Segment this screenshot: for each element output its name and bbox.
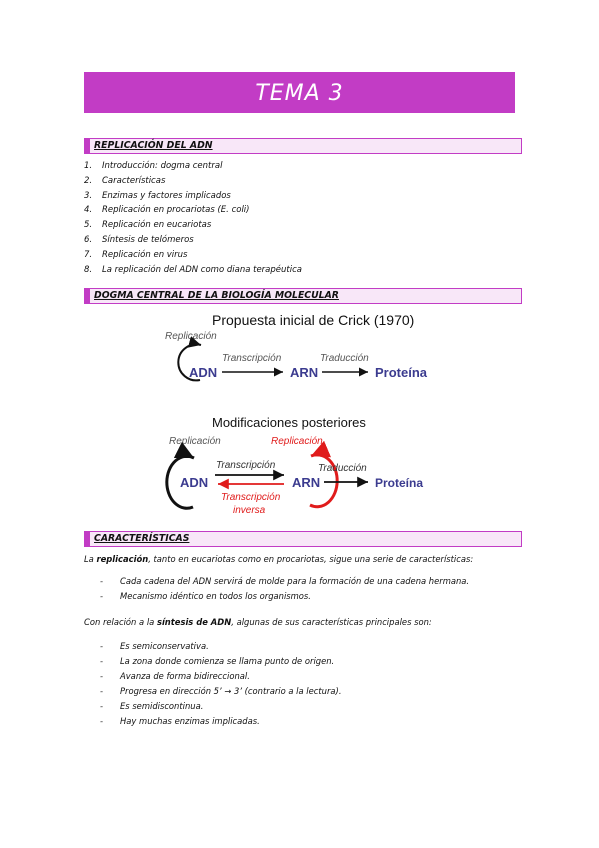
list-item: - Progresa en dirección 5’ → 3’ (contrario a la lectura). [100, 686, 342, 696]
list-item: - La zona donde comienza se llama punto de origen. [100, 656, 335, 666]
diagram-bottom-adn: ADN [180, 475, 209, 490]
section-heading-label: DOGMA CENTRAL DE LA BIOLOGÍA MOLECULAR [94, 290, 339, 301]
diagram-bottom-protein: Proteína [375, 476, 424, 490]
diagram-top-protein: Proteína [375, 365, 428, 380]
paragraph-synthesis: Con relación a la síntesis de ADN, algunas de sus características principales son: [84, 617, 432, 627]
rna-replication-label: Replicación [271, 436, 323, 447]
diagram-top-transcription-label: Transcripción [222, 353, 282, 364]
list-item: 6. Síntesis de telómeros [84, 234, 194, 245]
section-heading-label: REPLICACIÓN DEL ADN [94, 140, 213, 151]
reverse-transcription-label-1: Transcripción [221, 492, 281, 503]
list-item: 5. Replicación en eucariotas [84, 220, 212, 231]
list-item: 4. Replicación en procariotas (E. coli) [84, 205, 250, 216]
diagram-top-replication-label: Replicación [165, 331, 217, 342]
section-heading-caracteristicas [84, 531, 522, 547]
reverse-transcription-label-2: inversa [233, 505, 266, 516]
paragraph-intro: La replicación, tanto en eucariotas como en procariotas, sigue una serie de características: [84, 554, 474, 564]
list-item: 2. Características [84, 175, 166, 186]
list-item: - Avanza de forma bidireccional. [100, 671, 250, 681]
diagram-bottom-transcription-label: Transcripción [216, 460, 276, 471]
list-item: - Hay muchas enzimas implicadas. [100, 716, 260, 726]
diagram-top-translation-label: Traducción [320, 353, 369, 364]
synthesis-list [100, 639, 341, 729]
characteristics-list [100, 574, 469, 604]
diagram-bottom-translation-label: Traducción [318, 463, 367, 474]
list-item: - Es semiconservativa. [100, 641, 209, 651]
diagram-bottom-arn: ARN [292, 475, 321, 490]
page-title: TEMA 3 [84, 72, 515, 113]
list-item: - Mecanismo idéntico en todos los organismos. [100, 591, 311, 601]
diagram-top-title: Propuesta inicial de Crick (1970) [212, 312, 415, 328]
diagram-bottom-replication-label: Replicación [169, 436, 221, 447]
section-heading-label: CARACTERÍSTICAS [94, 533, 190, 544]
diagram-top-adn: ADN [189, 365, 218, 380]
list-item: 3. Enzimas y factores implicados [84, 190, 231, 201]
list-item: - Cada cadena del ADN servirá de molde para la formación de una cadena hermana. [100, 576, 470, 586]
diagram-bottom-title: Modificaciones posteriores [212, 415, 366, 430]
list-item: 1. Introducción: dogma central [84, 161, 223, 171]
list-item: 7. Replicación en virus [84, 249, 188, 260]
list-item: - Es semidiscontinua. [100, 701, 204, 711]
list-item: 8. La replicación del ADN como diana terapéutica [84, 264, 302, 275]
diagram-top-arn: ARN [290, 365, 319, 380]
